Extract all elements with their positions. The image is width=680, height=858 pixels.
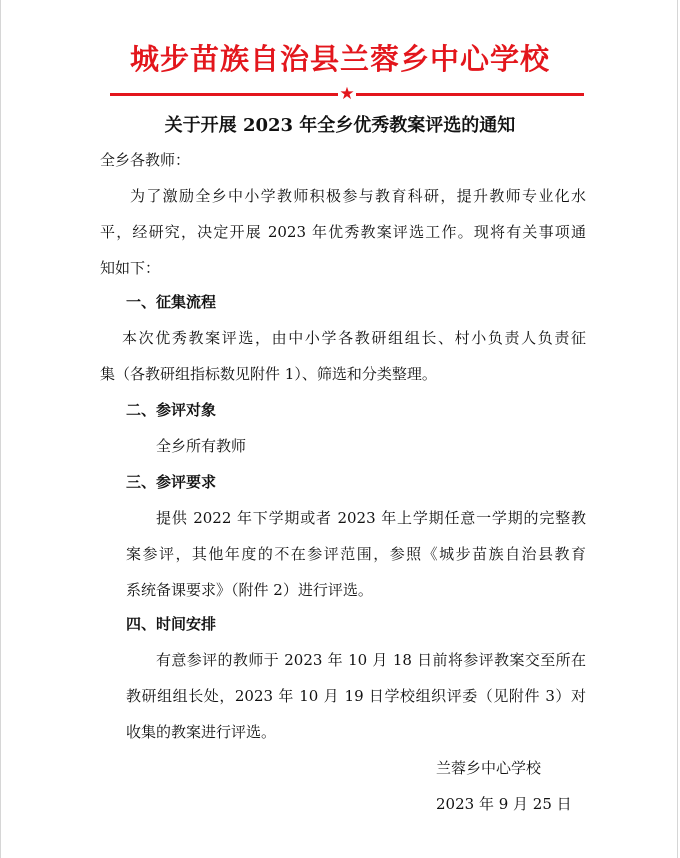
signature-issuer: 兰蓉乡中心学校 — [436, 759, 542, 777]
intro-line-3: 知如下： — [100, 259, 161, 277]
divider-line-left — [110, 93, 338, 96]
section-1-line-2: 集（各教研组指标数见附件 1）、筛选和分类整理。 — [100, 365, 437, 383]
organization-header: 城步苗族自治县兰蓉乡中心学校 — [129, 42, 550, 76]
section-4-line-2: 教研组组长处，2023 年 10 月 19 日学校组织评委（见附件 3）对 — [126, 687, 586, 705]
section-heading-3: 三、参评要求 — [126, 473, 217, 491]
section-4-line-3: 收集的教案进行评选。 — [126, 723, 277, 741]
section-4-line-1: 有意参评的教师于 2023 年 10 月 18 日前将参评教案交至所在 — [156, 651, 586, 669]
intro-line-2: 平，经研究，决定开展 2023 年优秀教案评选工作。现将有关事项通 — [100, 223, 586, 241]
section-3-line-1: 提供 2022 年下学期或者 2023 年上学期任意一学期的完整教 — [156, 509, 586, 527]
intro-line-1: 为了激励全乡中小学教师积极参与教育科研，提升教师专业化水 — [130, 187, 586, 205]
star-icon: ★ — [339, 84, 355, 104]
section-2-line-1: 全乡所有教师 — [156, 437, 247, 455]
salutation: 全乡各教师： — [100, 151, 191, 169]
section-heading-1: 一、征集流程 — [126, 293, 217, 311]
section-heading-2: 二、参评对象 — [126, 401, 217, 419]
section-1-line-1: 本次优秀教案评选，由中小学各教研组组长、村小负责人负责征 — [122, 329, 586, 347]
divider-line-right — [356, 93, 584, 96]
section-heading-4: 四、时间安排 — [126, 615, 217, 633]
section-3-line-2: 案参评，其他年度的不在参评范围，参照《城步苗族自治县教育 — [126, 545, 586, 563]
header-divider — [110, 84, 584, 104]
document-title: 关于开展 2023 年全乡优秀教案评选的通知 — [164, 115, 516, 136]
section-3-line-3: 系统备课要求》（附件 2）进行评选。 — [126, 581, 373, 599]
signature-date: 2023 年 9 月 25 日 — [436, 795, 572, 813]
